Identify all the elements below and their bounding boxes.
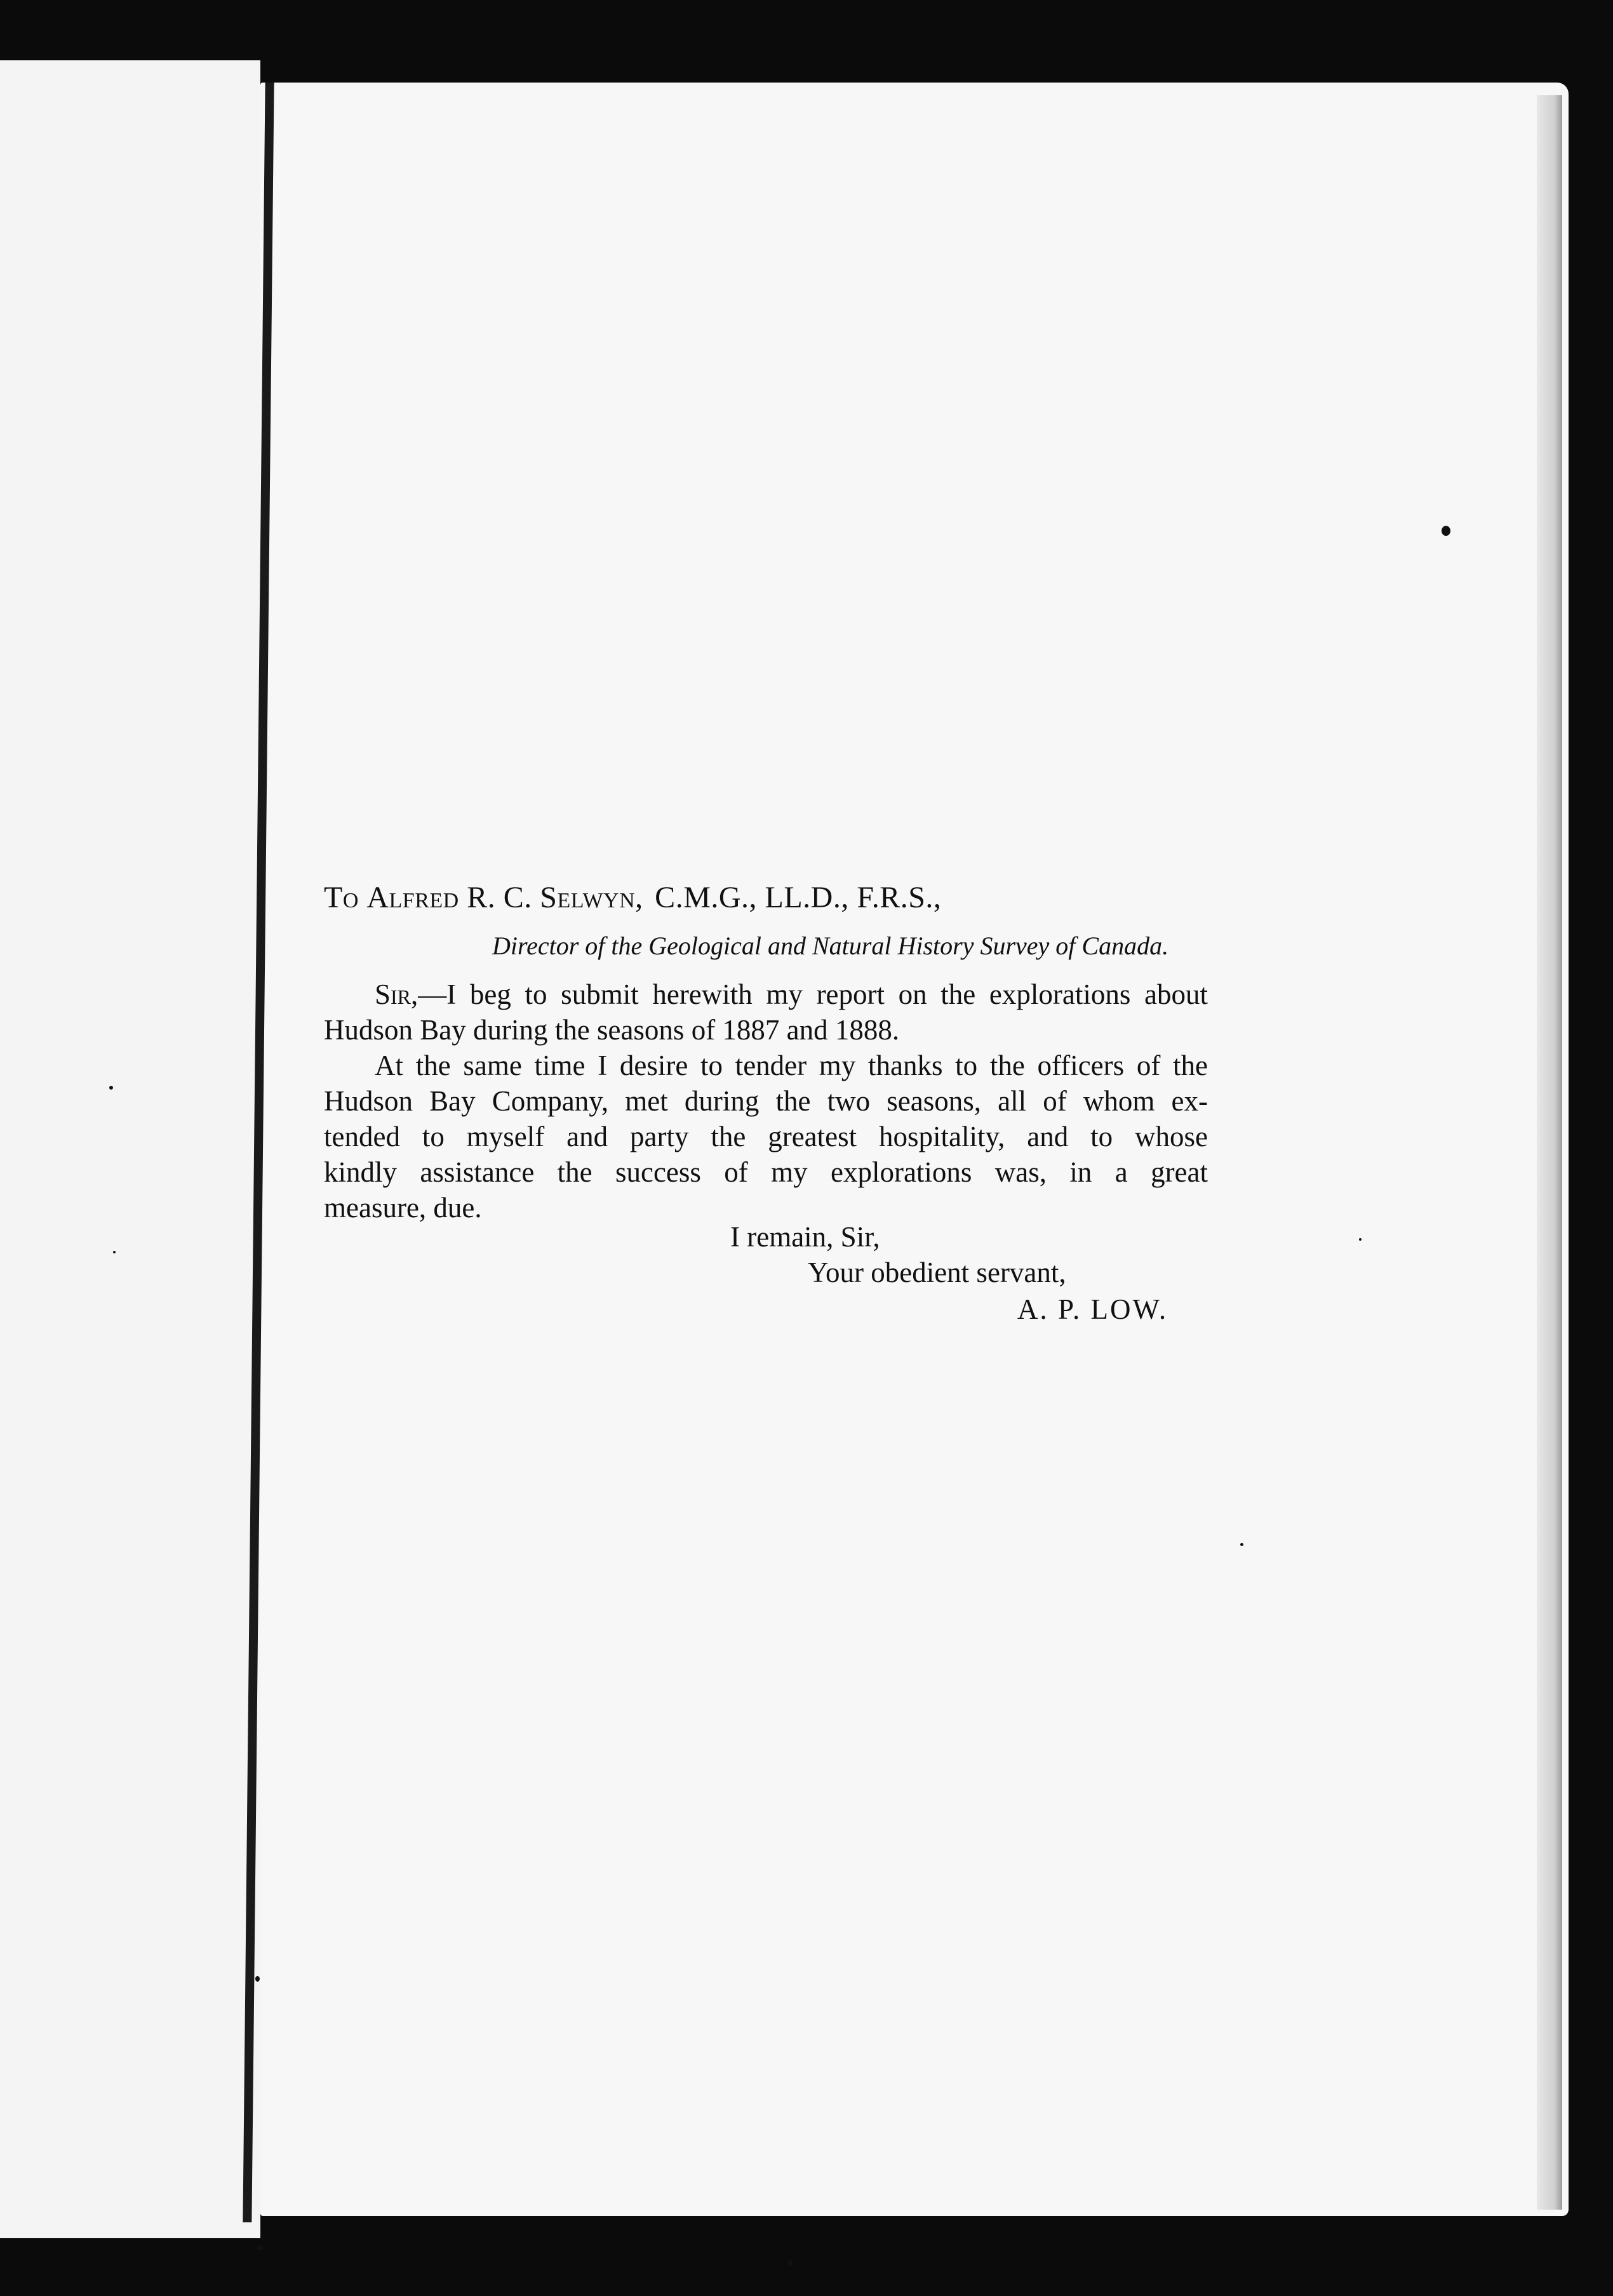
paragraph-2-line-2: Hudson Bay Company, met during the two seasons, all of whom ex- — [324, 1085, 1208, 1117]
closing-remain: I remain, Sir, — [730, 1221, 880, 1253]
paragraph-2-line-1: At the same time I desire to tender my thanks to the officers of the — [375, 1050, 1208, 1081]
paragraph-2-line-4: kindly assistance the success of my explorations was, in a great — [324, 1156, 1208, 1188]
addressee-initials: R. C. — [467, 881, 532, 914]
addressee-credentials: C.M.G., LL.D., F.R.S., — [655, 881, 942, 914]
signature: A. P. LOW. — [1017, 1293, 1168, 1325]
addressee-first-name: Alfred — [366, 881, 459, 914]
addressee-to: To — [324, 881, 359, 914]
closing-servant: Your obedient servant, — [808, 1257, 1066, 1288]
addressee-surname: Selwyn, — [540, 881, 643, 914]
paragraph-1 — [324, 977, 1208, 1048]
paragraph-2 — [324, 1048, 1208, 1225]
addressee-line — [324, 880, 941, 915]
paragraph-1-line-1 — [324, 977, 1208, 1012]
paragraph-2-line-5: measure, due. — [324, 1192, 482, 1224]
paragraph-1-line-2: Hudson Bay during the seasons of 1887 and 1888. — [324, 1014, 900, 1046]
addressee-title: Director of the Geological and Natural History Survey of Canada. — [492, 931, 1169, 960]
salutation: Sir, — [375, 978, 418, 1010]
paragraph-1-line-1-text: —I beg to submit herewith my report on the explorations about — [418, 978, 1208, 1010]
paragraph-2-line-3: tended to myself and party the greatest hospitality, and to whose — [324, 1121, 1208, 1152]
